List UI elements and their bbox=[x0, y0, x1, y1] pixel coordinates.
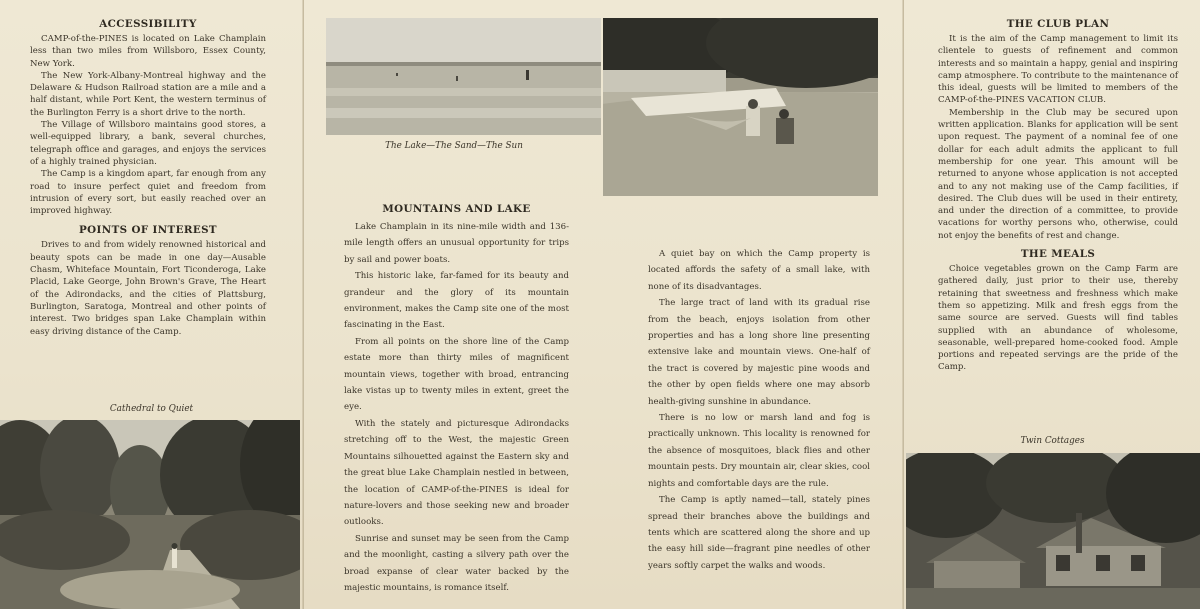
mountains-paragraph: With the stately and picturesque Adirondacks stretching off to the West, the majestic Green Mountains silhouetted against the Eastern sky and the great blue Lake Champlain nestled in between, the location of CAMP-of-the-PINES is ideal for nature-lovers and those seeking new and broader outlooks. bbox=[344, 418, 569, 528]
cathedral-to-quiet-photo bbox=[0, 420, 300, 609]
beach-photo bbox=[603, 18, 878, 196]
accessibility-paragraph: The Camp is a kingdom apart, far enough from any road to insure perfect quiet and freedom from intrusion of every sort, but easily reached over an improved highway. bbox=[30, 169, 266, 217]
twin-cottages-caption: Twin Cottages bbox=[1020, 436, 1085, 446]
accessibility-paragraph: The New York-Albany-Montreal highway and the Delaware & Hudson Railroad station are a mile and a half distant, while Port Kent, the western terminus of the Burlington Ferry is a short drive to the north. bbox=[30, 70, 266, 118]
points-of-interest-paragraph: Drives to and from widely renowned historical and beauty spots can be made in one day—Ausable Chasm, Whiteface Mountain, Fort Ticonderoga, Lake Placid, Lake George, John Brown's Grave, The Heart of the Adirondacks, and the cities of Plattsburg, Burlington, Saratoga, Montreal and other points of interest. Two bridges span Lake Champlain within easy driving distance of the Camp. bbox=[30, 240, 266, 337]
mountains-paragraph: Sunrise and sunset may be seen from the Camp and the moonlight, casting a silvery path over the broad expanse of clear water backed by the majestic mountains, is romance itself. bbox=[344, 533, 569, 593]
lake-photo bbox=[326, 18, 601, 135]
brochure-panel-1 bbox=[0, 0, 303, 609]
fold-line bbox=[302, 0, 304, 609]
club-plan-paragraph: It is the aim of the Camp management to limit its clientele to guests of refinement and common interests and so maintain a happy, genial and inspiring camp atmosphere. To contribute to the maintenance of this ideal, guests will be limited to members of the CAMP-of-the-PINES VACATION CLUB. bbox=[938, 34, 1178, 106]
camp-property-paragraph: The Camp is aptly named—tall, stately pines spread their branches above the buildings and tents which are scattered along the shore and up the easy hill side—fragrant pine needles of other years softly carpet the walks and woods. bbox=[648, 495, 870, 571]
brochure-panel-2 bbox=[303, 0, 603, 609]
cathedral-caption: Cathedral to Quiet bbox=[109, 404, 194, 414]
meals-heading: THE MEALS bbox=[1020, 248, 1096, 261]
meals-paragraph: Choice vegetables grown on the Camp Farm are gathered daily, just prior to their use, thereby retaining that sweetness and freshness which make them so appetizing. Milk and fresh eggs from the same source are served. Guests will find tables supplied with an abundance of wholesome, seasonable, well-prepared home-cooked food. Ample portions and repeated servings are the pride of the Camp. bbox=[938, 264, 1178, 373]
accessibility-paragraph: CAMP-of-the-PINES is located on Lake Champlain less than two miles from Willsboro, Essex County, New York. bbox=[30, 34, 266, 69]
lake-caption: The Lake—The Sand—The Sun bbox=[385, 141, 523, 151]
fold-line bbox=[902, 0, 904, 609]
brochure-panel-4 bbox=[903, 0, 1200, 609]
mountains-paragraph: This historic lake, far-famed for its beauty and grandeur and the glory of its mountain environment, makes the Camp site one of the most fascinating in the East. bbox=[344, 271, 569, 331]
camp-property-paragraph: A quiet bay on which the Camp property is located affords the safety of a small lake, with none of its disadvantages. bbox=[648, 249, 870, 292]
accessibility-paragraph: The Village of Willsboro maintains good stores, a well-equipped library, a bank, several churches, telegraph office and garages, and enjoys the services of a highly trained physician. bbox=[30, 120, 266, 167]
brochure-panel-3 bbox=[603, 0, 903, 609]
accessibility-section bbox=[30, 18, 266, 338]
mountains-paragraph: From all points on the shore line of the Camp estate more than thirty miles of magnificent mountain views, together with broad, entrancing lake vistas up to twenty miles in extent, greet the eye. bbox=[344, 336, 569, 413]
camp-property-paragraph: The large tract of land with its gradual rise from the beach, enjoys isolation from other properties and has a long shore line presenting extensive lake and mountain views. One-half of the tract is covered by majestic pine woods and the other by open fields where one may absorb health-giving sunshine in abundance. bbox=[648, 298, 870, 407]
club-plan-paragraph: Membership in the Club may be secured upon written application. Blanks for application will be sent upon request. The payment of a nominal fee of one dollar for each adult admits the applicant to full membership for one year. This amount will be returned to anyone whose application is not accepted and to any not making use of the Camp facilities, if desired. The Club dues will be used in their entirety, and under the direction of a committee, to provide vacations for worthy persons who, otherwise, could not enjoy the benefits of rest and change. bbox=[938, 107, 1178, 241]
club-plan-section bbox=[938, 18, 1178, 374]
mountains-paragraph: Lake Champlain in its nine-mile width and 136-mile length offers an unusual opportunity for trips by sail and power boats. bbox=[344, 222, 569, 265]
camp-property-paragraph: There is no low or marsh land and fog is practically unknown. This locality is renowned for the absence of mosquitoes, black flies and other mountain pests. Dry mountain air, clear skies, cool nights and comfortable days are the rule. bbox=[648, 413, 870, 489]
camp-property-section bbox=[648, 246, 870, 574]
twin-cottages-photo bbox=[906, 453, 1200, 609]
points-of-interest-heading: POINTS OF INTEREST bbox=[79, 224, 217, 237]
club-plan-heading: THE CLUB PLAN bbox=[1006, 18, 1110, 30]
mountains-and-lake-section bbox=[344, 203, 569, 596]
mountains-and-lake-heading: MOUNTAINS AND LAKE bbox=[382, 203, 531, 215]
accessibility-heading: ACCESSIBILITY bbox=[99, 18, 197, 30]
